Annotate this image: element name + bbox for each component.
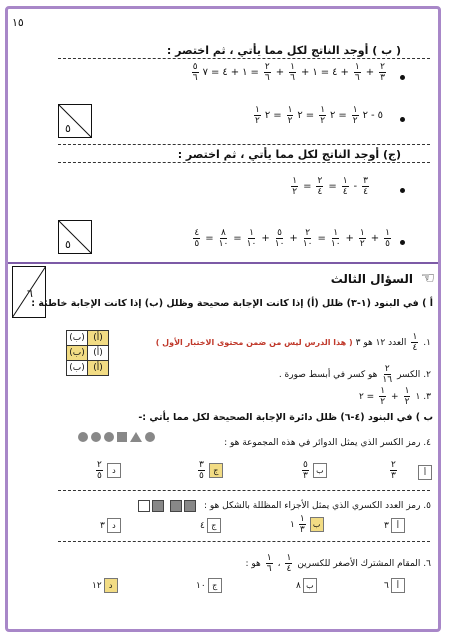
option-a[interactable]: (أ) (88, 361, 109, 376)
option-b[interactable]: (ب) (67, 331, 88, 346)
choice-4a-value: $\frac{٢}{٣}$ (391, 460, 396, 481)
choice-6c[interactable]: ١٠ ج (196, 578, 222, 593)
choice-6b[interactable]: ٨ ب (296, 578, 317, 593)
page-number: ١٥ (12, 16, 24, 29)
part-b-heading-q3: ب ) في البنود (٤-٦) ظلل دائرة الإجابة الصحيحة لكل مما يأتي :- (138, 412, 433, 423)
choice-6a[interactable]: ٦ أ (384, 578, 405, 593)
option-b[interactable]: (ب) (67, 361, 88, 376)
score-box: ٥ (58, 220, 92, 254)
choice-4b[interactable]: $\frac{٥}{٣}$ ب (300, 460, 327, 481)
choice-5d[interactable]: ٣ د (100, 518, 121, 533)
shapes-group (78, 432, 155, 442)
mc-item-6: ٦. المقام المشترك الأصغر للكسرين $\frac{١}{٤}$ ، $\frac{١}{٦}$ هو : (245, 553, 431, 574)
score-box: ٥ (58, 104, 92, 138)
page-frame (5, 6, 441, 632)
shaded-bars (138, 500, 196, 512)
bullet (400, 117, 405, 122)
part-c-expression-1: $\frac{٣}{٤}$ - $\frac{١}{٤}$ = $\frac{٢}{٤}$ = $\frac{١}{٢}$ (292, 176, 368, 197)
circle-shape (91, 432, 101, 442)
tf-item-3: ٣. ١ $\frac{١}{٢}$ + $\frac{١}{٢}$ = ٢ (358, 386, 431, 407)
choice-5a[interactable]: ٣ أ (384, 518, 405, 533)
part-b-heading: ( ب ) أوجد الناتج لكل مما يأتي ، ثم اختصر : (166, 44, 401, 57)
mc-item-4: ٤. رمز الكسر الذي يمثل الدوائر في هذه المجموعة هو : (224, 438, 431, 448)
mc-item-5: ٥. رمز العدد الكسري الذي يمثل الأجزاء المظللة بالشكل هو : (203, 501, 431, 511)
part-b-expression-2: ٥ - ٢ $\frac{١}{٢}$ = ٢ $\frac{١}{٢}$ = ٢ $\frac{١}{٢}$ = ٢ $\frac{١}{٢}$ (254, 105, 383, 126)
choice-5c[interactable]: ٤ ج (200, 518, 221, 533)
part-b-expression-1: $\frac{٢}{٣}$ + $\frac{١}{٦}$ + ٤ = ١ + $\frac{١}{٦}$ + $\frac{٢}{٦}$ = ١ + ٤ = ٧ $\frac{٥}{٦}$ (192, 62, 385, 83)
score-box: ٦ (12, 266, 46, 318)
bullet (400, 240, 405, 245)
tf-item-2: ٢. الكسر $\frac{٢}{١٦}$ هو كسر في أبسط صورة . (278, 364, 431, 385)
circle-shape (104, 432, 114, 442)
part-c-heading: (ج) أوجد الناتج لكل مما يأتي ، ثم اختصر : (177, 148, 401, 161)
circle-shape (78, 432, 88, 442)
bullet (400, 75, 405, 80)
tf-item-1: ١. $\frac{١}{٤}$ العدد ١٢ هو ٣ ( هذا الدرس ليس من ضمن محتوى الاختبار الأول ) (155, 332, 431, 353)
option-a[interactable]: (أ) (88, 346, 109, 361)
square-shape (117, 432, 127, 442)
choice-4a[interactable]: أ (418, 465, 432, 480)
part-c-expression-2: $\frac{١}{٥}$ + $\frac{١}{٢}$ + $\frac{١}{١٠}$ = $\frac{٢}{١٠}$ + $\frac{٥}{١٠}$ + $\frac{١}{١٠}$ = $\frac{٨}{١٠}$ = $\frac{٤}{٥}$ (194, 228, 390, 249)
choice-4d[interactable]: $\frac{٢}{٥}$ د (94, 460, 121, 481)
part-a-heading: أ ) في البنود (١-٣) ظلل (أ) إذا كانت الإجابة صحيحة وظلل (ب) إذا كانت الإجابة خاطئة : (31, 298, 433, 309)
bullet (400, 188, 405, 193)
hand-pointer-icon: ☜ (420, 268, 435, 287)
choice-6d[interactable]: ١٢ د (92, 578, 118, 593)
option-b[interactable]: (ب) (67, 346, 88, 361)
circle-shape (145, 432, 155, 442)
choice-4c[interactable]: $\frac{٣}{٥}$ ج (196, 460, 223, 481)
choice-5b[interactable]: ١ $\frac{١}{٣}$ ب (290, 514, 324, 535)
true-false-grid (66, 330, 109, 376)
triangle-shape (130, 432, 142, 442)
option-a[interactable]: (أ) (88, 331, 109, 346)
question-3-title: السؤال الثالث (330, 272, 413, 286)
